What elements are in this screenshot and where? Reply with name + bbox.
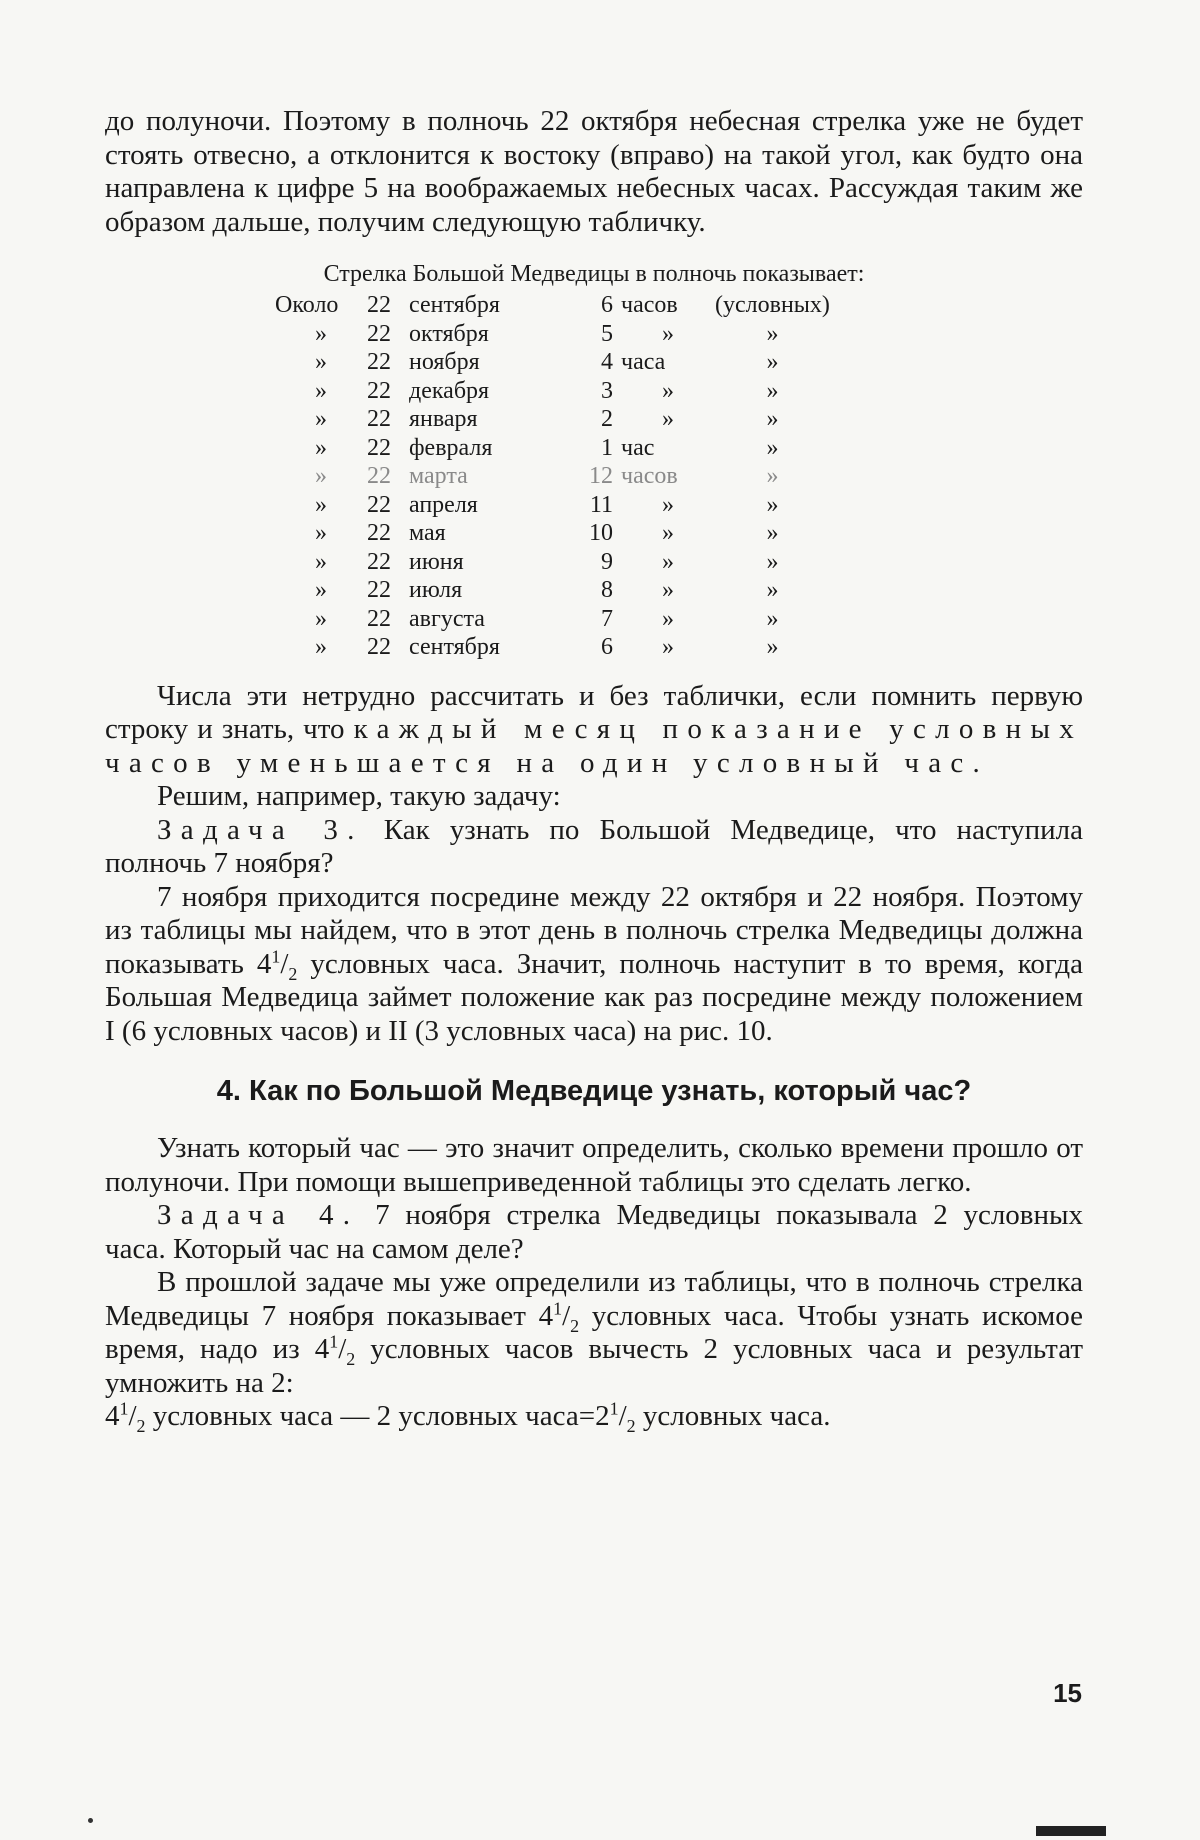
- table-unit: часа: [621, 349, 666, 375]
- table-prefix: »: [315, 491, 327, 518]
- table-day: 22: [367, 577, 391, 603]
- table-day: 22: [367, 548, 391, 575]
- table-qualifier: »: [766, 320, 779, 347]
- table-prefix: »: [315, 577, 327, 603]
- task-4-label: Задача 4.: [157, 1199, 360, 1231]
- solution-text-a: 7 ноября приходится посредине между 22 октября и 22 ноября. Поэтому из таблицы мы найдем, что в этот день в полночь стрелка Медведицы должна показывать 4: [105, 880, 1083, 980]
- fraction-numerator: 1: [553, 1297, 563, 1318]
- table-hour: 2: [601, 406, 613, 432]
- table-hour: 6: [601, 634, 613, 660]
- solution-4-text-c: условных часов вычесть 2 условных часа и результат умножить на 2:: [105, 1333, 1083, 1399]
- task-3: [105, 814, 1083, 881]
- table-row: [275, 405, 830, 434]
- table-unit: часов: [621, 463, 678, 489]
- table-unit: »: [662, 491, 674, 518]
- fraction-denominator: 2: [346, 1348, 356, 1369]
- table-row: [275, 291, 830, 320]
- table-month: сентября: [409, 292, 500, 318]
- table-unit: »: [662, 577, 674, 603]
- table-month: февраля: [409, 434, 493, 461]
- rule-text: Числа эти нетрудно рассчитать и без таблички, если помнить первую строку и знать, что: [105, 679, 1083, 745]
- table-day: 22: [367, 434, 391, 461]
- table-row: [275, 605, 830, 634]
- table-day: 22: [367, 320, 391, 347]
- table-day: 22: [367, 463, 391, 489]
- table-qualifier: »: [766, 463, 779, 489]
- table-day: 22: [367, 377, 391, 404]
- table-prefix: Около: [275, 292, 339, 318]
- table-hour: 3: [601, 377, 613, 404]
- table-qualifier: »: [766, 577, 779, 603]
- section-heading: 4. Как по Большой Медведице узнать, который час?: [216, 1075, 972, 1107]
- rule-emphasis: каждый месяц показание условных часов уменьшается на один условный час.: [105, 713, 1083, 779]
- table-day: 22: [367, 491, 391, 518]
- formula-part-c: условных часа.: [635, 1400, 831, 1432]
- table-month: апреля: [409, 491, 478, 518]
- fraction-numerator: 1: [609, 1398, 619, 1419]
- page-body: [105, 105, 1083, 1434]
- table-unit: час: [621, 434, 655, 461]
- table-hour: 1: [601, 434, 613, 461]
- fraction-denominator: 2: [626, 1415, 636, 1436]
- table-qualifier: (условных): [715, 292, 830, 318]
- table-qualifier: »: [766, 548, 779, 575]
- table-prefix: »: [315, 320, 327, 347]
- table-prefix: »: [315, 377, 327, 404]
- task-3-label: Задача 3.: [157, 813, 364, 846]
- table-prefix: »: [315, 634, 327, 660]
- table-month: июня: [409, 548, 464, 575]
- table-qualifier: »: [766, 605, 779, 632]
- table-day: 22: [367, 605, 391, 632]
- table-hour: 5: [601, 320, 613, 347]
- table-prefix: »: [315, 605, 327, 632]
- table-qualifier: »: [766, 520, 779, 546]
- table-prefix: »: [315, 463, 327, 489]
- fraction-denominator: 2: [288, 963, 298, 984]
- table-unit: »: [662, 520, 674, 546]
- table-row: [275, 320, 830, 349]
- table-prefix: »: [315, 548, 327, 575]
- task-4-text: 7 ноября стрелка Медведицы показывала 2 условных часа. Который час на самом деле?: [105, 1199, 1083, 1265]
- paragraph-task-4-solution: В прошлой задаче мы уже определили из таблицы, что в полночь стрелка Медведицы 7 ноября показывает $4^1/_2$ условных часа. Чтобы узнать искомое время, надо из $4^1/_2$ условных часов вычесть 2 условных часа и результат умножить на 2:: [105, 1266, 1084, 1399]
- fraction-numerator: 1: [119, 1398, 129, 1419]
- fraction-numerator: 1: [271, 945, 281, 966]
- formula-part-b: условных часа — 2 условных часа=2: [145, 1400, 610, 1432]
- table-unit: часов: [621, 292, 678, 318]
- paragraph-task-3-solution: 7 ноября приходится посредине между 22 октября и 22 ноября. Поэтому из таблицы мы найдем, что в этот день в полночь стрелка Медведицы должна показывать $4^1/_2$ условных часа. Значит, полночь наступит в то время, когда Большая Медведица займет положение как раз посредине между положением I (6 условных часов) и II (3 условных часа) на рис. 10.: [105, 880, 1084, 1047]
- table-qualifier: »: [766, 377, 779, 404]
- solution-text-b: условных часа. Значит, полночь наступит в то время, когда Большая Медведица займет положение как раз посредине между положением I (6 условных часов) и II (3 условных часа) на рис. 10.: [105, 947, 1084, 1047]
- paragraph-section-intro: Узнать который час — это значит определить, сколько времени прошло от полуночи. При помощи вышеприведенной таблицы это сделать легко.: [105, 1132, 1083, 1198]
- table-qualifier: »: [766, 349, 779, 375]
- table-month: октября: [409, 320, 489, 347]
- table-qualifier: »: [766, 634, 779, 660]
- task-3-text: Как узнать по Большой Медведице, что наступила полночь 7 ноября?: [105, 813, 1083, 879]
- fraction-numerator: 1: [329, 1331, 339, 1352]
- solution-4-text-b: условных часа. Чтобы узнать искомое время, надо из 4: [105, 1299, 1084, 1365]
- table-day: 22: [367, 406, 391, 432]
- table-row: [275, 548, 830, 577]
- table-row: [275, 348, 830, 377]
- formula-part-a: 4: [105, 1400, 120, 1432]
- solution-4-text-a: В прошлой задаче мы уже определили из таблицы, что в полночь стрелка Медведицы 7 ноября показывает 4: [105, 1266, 1083, 1332]
- table-row: [275, 491, 830, 520]
- fraction-denominator: 2: [136, 1415, 146, 1436]
- table-qualifier: »: [766, 434, 779, 461]
- table-prefix: »: [315, 520, 327, 546]
- table-month: декабря: [409, 377, 490, 404]
- paragraph-example-intro: Решим, например, такую задачу:: [157, 780, 561, 812]
- table-hour: 12: [589, 463, 613, 489]
- table-row: [275, 462, 830, 491]
- print-bar: [1036, 1826, 1106, 1836]
- task-4: [105, 1199, 1083, 1266]
- table-day: 22: [367, 520, 391, 546]
- table-row: [275, 576, 830, 605]
- table-unit: »: [662, 605, 674, 632]
- table-day: 22: [367, 349, 391, 375]
- table-hour: 6: [601, 292, 613, 318]
- table-unit: »: [662, 548, 674, 575]
- table-unit: »: [662, 377, 674, 404]
- paragraph-intro: до полуночи. Поэтому в полночь 22 октября небесная стрелка уже не будет стоять отвесно, а отклонится к востоку (вправо) на такой угол, как будто она направлена к цифре 5 на воображаемых небесных часах. Рассуждая таким же образом дальше, получим следующую табличку.: [105, 105, 1083, 238]
- table-month: мая: [409, 520, 446, 546]
- table-unit: »: [662, 634, 674, 660]
- table-month: августа: [409, 605, 485, 632]
- table-unit: »: [662, 320, 674, 347]
- page-number: 15: [1053, 1678, 1082, 1708]
- table-caption: Стрелка Большой Медведицы в полночь показывает:: [323, 261, 865, 287]
- paragraph-rule: [105, 680, 1083, 781]
- table-hour: 7: [601, 605, 613, 632]
- table-day: 22: [367, 292, 391, 318]
- print-mark: [88, 1818, 93, 1823]
- table-row: [275, 519, 830, 548]
- table-qualifier: »: [766, 406, 779, 432]
- table-row: [275, 434, 830, 463]
- formula-line: $4^1/_2$ условных часа — 2 условных $часа=2^1/_2$ условных часа.: [105, 1398, 831, 1436]
- table-prefix: »: [315, 349, 327, 375]
- table-day: 22: [367, 634, 391, 660]
- table-row: [275, 633, 830, 662]
- fraction-denominator: 2: [570, 1315, 580, 1336]
- table-hour: 4: [601, 349, 613, 375]
- table-month: июля: [409, 577, 463, 603]
- table-hour: 11: [589, 491, 613, 518]
- table-hour: 8: [601, 577, 613, 603]
- table-month: марта: [409, 463, 468, 489]
- table-prefix: »: [315, 434, 327, 461]
- table-hour: 9: [601, 548, 613, 575]
- table-unit: »: [662, 406, 674, 432]
- table-prefix: »: [315, 406, 327, 432]
- table-hour: 10: [589, 520, 613, 546]
- table-qualifier: »: [766, 491, 779, 518]
- table-month: января: [409, 406, 478, 432]
- table-month: ноября: [409, 349, 480, 375]
- clock-table: [275, 291, 830, 662]
- table-row: [275, 377, 830, 406]
- table-month: сентября: [409, 634, 500, 660]
